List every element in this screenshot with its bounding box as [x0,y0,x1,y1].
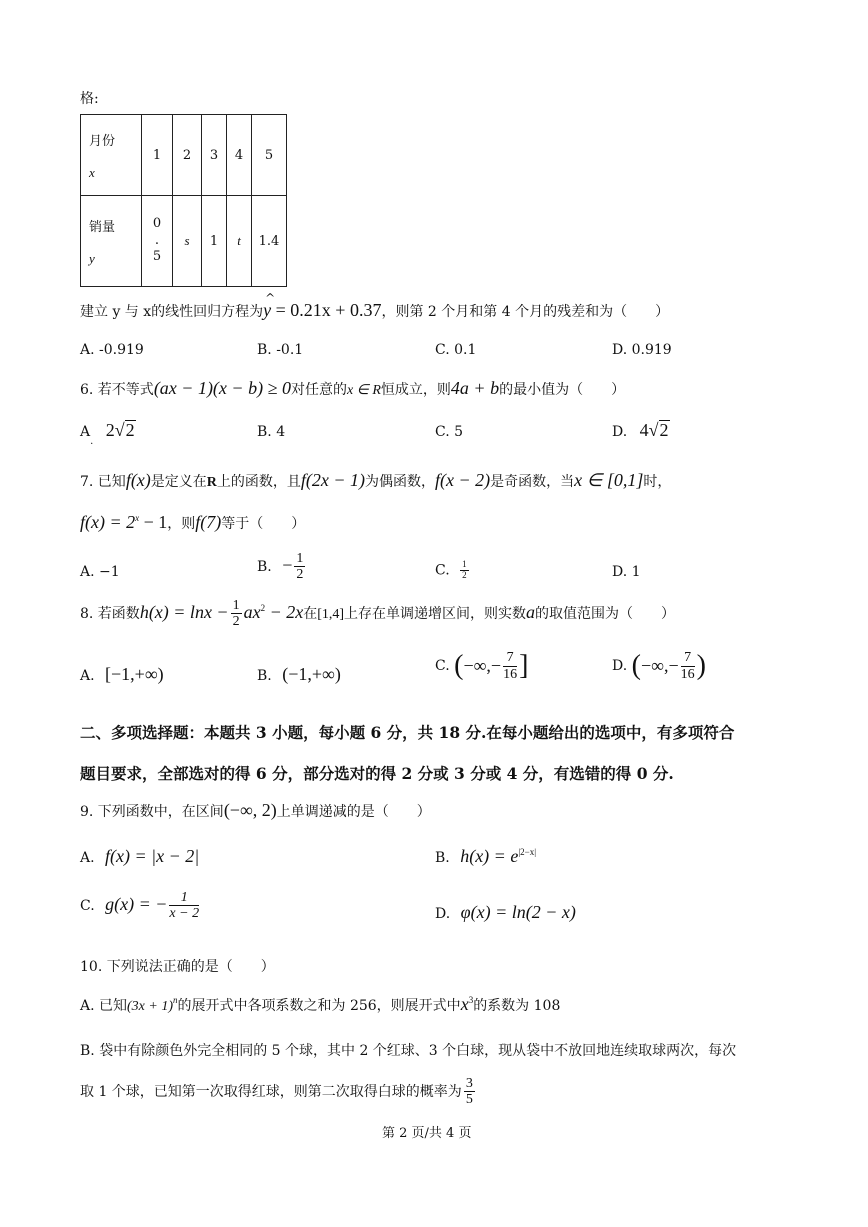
question-7-stem-line1: 7. 已知f(x)是定义在R上的函数，且f(2x − 1)为偶函数，f(x − 2)是奇函数，当x ∈ [0,1]时， [80,470,672,490]
row-header-month: 月份 x [81,115,142,196]
fraction: $\frac{3}{5}$ [465,1076,473,1108]
question-9-stem: 9. 下列函数中，在区间(−∞, 2)上单调递减的是（ ） [80,800,431,820]
paren-close: ) [696,650,706,681]
row-header-sales: 销量 y [81,196,142,287]
cell-sales-1: 0 . 5 [142,196,173,287]
q6-option-b[interactable]: B. 4 [257,424,286,440]
q5-option-b[interactable]: B. -0.1 [257,342,304,358]
intro-text: 格: [80,91,99,107]
paren-open: ( [454,650,464,681]
q8-option-a[interactable]: A. [−1,+∞) [80,664,164,684]
bracket-close: ] [519,650,529,681]
section-2-heading-line2: 题目要求，全部选对的得 6 分，部分选对的得 2 分或 3 分或 4 分，有选错的得 0 分. [80,764,674,783]
q9-option-d[interactable]: D. φ(x) = ln(2 − x) [435,902,576,922]
q10-option-b-line1[interactable]: B. 袋中有除颜色外完全相同的 5 个球，其中 2 个红球、3 个白球，现从袋中不放回地连续取球两次，每次 [80,1043,737,1059]
cell-sales-2: s [173,196,202,287]
q9-option-c[interactable]: C. g(x) = − $\frac{1}{x - 2}$ [80,890,200,922]
q9-option-a[interactable]: A. f(x) = |x − 2| [80,846,200,866]
q8-option-b[interactable]: B. (−1,+∞) [257,664,341,684]
fraction: $\frac{7}{16}$ [503,650,518,682]
q7-option-a[interactable]: A. −1 [80,564,120,580]
question-7-stem-line2: $f(x) = 2^x - 1$，则f(7)等于（ ） [80,512,306,532]
q7-option-b[interactable]: B. − $\frac{1}{2}$ [257,551,304,583]
cell-month-5: 5 [252,115,287,196]
q7-option-c[interactable]: C. $\frac{1}{2}$ [435,559,467,580]
cell-sales-5: 1.4 [252,196,287,287]
q5-option-c[interactable]: C. 0.1 [435,342,477,358]
section-2-heading-line1: 二、多项选择题：本题共 3 小题，每小题 6 分，共 18 分.在每小题给出的选项中，有多项符合 [80,723,735,742]
q5-option-a[interactable]: A. -0.919 [80,342,144,358]
question-8-stem: 8. 若函数h(x) = lnx − $\frac{1}{2}$ $ax^2 - 2x$在[1,4]上存在单调递增区间，则实数a的取值范围为（ ） [80,598,676,630]
paren-open: ( [631,650,641,681]
table-row-month [81,115,287,196]
sqrt-sign: √ [648,420,659,440]
cell-month-3: 3 [202,115,227,196]
q10-option-b-line2[interactable]: 取 1 个球，已知第一次取得红球，则第二次取得白球的概率为 $\frac{3}{5}$ [80,1076,473,1108]
fraction: $\frac{1}{2}$ [296,551,304,583]
q5-option-d[interactable]: D. 0.919 [612,342,672,358]
q10-option-a[interactable]: A. 已知$(3x + 1)^n$的展开式中各项系数之和为 256，则展开式中$x^3$的系数为 108 [80,994,561,1014]
question-6-stem: 6. 若不等式(ax − 1)(x − b) ≥ 0对任意的x ∈ R恒成立，则4a + b的最小值为（ ） [80,378,626,398]
fraction: $\frac{1}{x - 2}$ [169,890,200,922]
q8-option-c[interactable]: C. (−∞,− $\frac{7}{16}$ ] [435,650,529,682]
fraction: $\frac{1}{2}$ [462,559,467,580]
q6-option-a[interactable]: $A_.$ 2√2 [80,420,135,447]
question-5-stem: 建立 y 与 x的线性回归方程为y ^ = 0.21x + 0.37，则第 2 个月和第 4 个月的残差和为（ ） [80,291,670,320]
q6-option-d[interactable]: D. 4√2 [612,420,669,440]
fraction: $\frac{7}{16}$ [680,650,695,682]
cell-month-2: 2 [173,115,202,196]
y-hat: y ^ [263,291,276,320]
data-table [80,114,287,287]
page-footer: 第 2 页/共 4 页 [382,1126,472,1141]
cell-sales-3: 1 [202,196,227,287]
cell-sales-4: t [227,196,252,287]
q6-option-c[interactable]: C. 5 [435,424,464,440]
sqrt-sign: √ [114,420,125,440]
q7-option-d[interactable]: D. 1 [612,564,641,580]
cell-month-1: 1 [142,115,173,196]
cell-month-4: 4 [227,115,252,196]
q9-option-b[interactable]: B. $h(x) = e^{|2-x|}$ [435,846,537,866]
fraction: $\frac{1}{2}$ [232,598,240,630]
table-row-sales [81,196,287,287]
q8-option-d[interactable]: D. (−∞,− $\frac{7}{16}$ ) [612,650,706,682]
question-10-stem: 10. 下列说法正确的是（ ） [80,959,275,975]
